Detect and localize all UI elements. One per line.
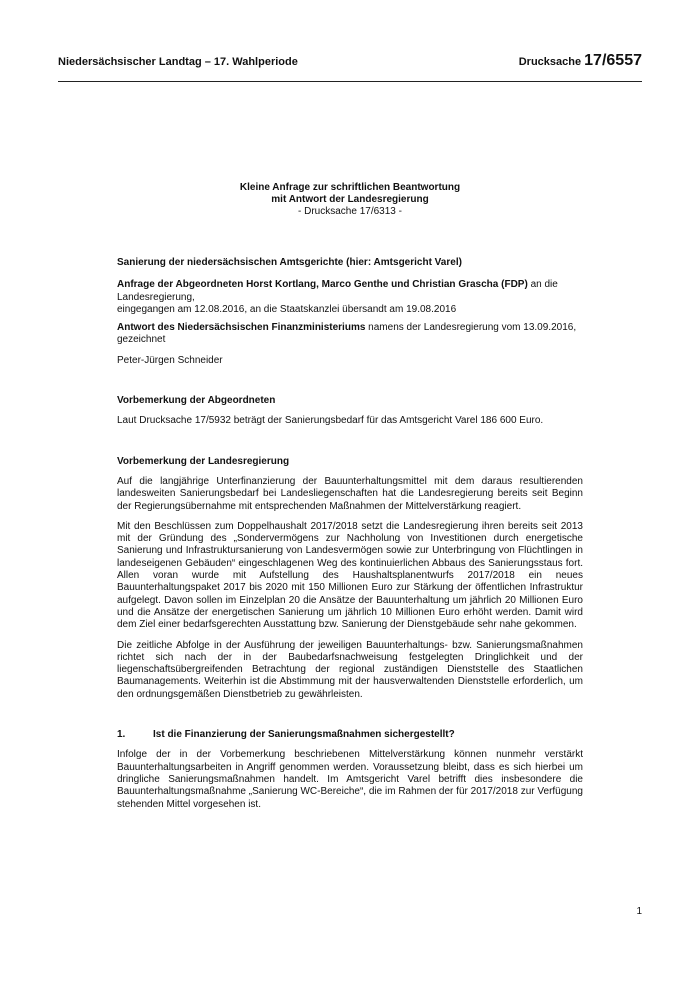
- question-1-text: Ist die Finanzierung der Sanierungsmaßnahmen sichergestellt?: [153, 729, 455, 741]
- title-block: [0, 182, 700, 218]
- title-line-2: mit Antwort der Landesregierung: [271, 194, 429, 205]
- answer-ministry: Antwort des Niedersächsischen Finanzministeriums: [117, 322, 366, 334]
- drucksache-number: 17/6557: [584, 52, 642, 69]
- prelim-deputies-heading: Vorbemerkung der Abgeordneten: [117, 395, 276, 407]
- question-1-answer: Infolge der in der Vorbemerkung beschriebenen Mittelverstärkung können nunmehr verstärkt Bauunterhaltungsarbeiten in Angriff genommen werden. Voraussetzung bleibt, dass es sich hierbei um dringliche Sanierungsmaßnahmen handelt. Im Amtsgericht Varel betrifft dies insbesondere die Bauunterhaltungsmaßnahme „Sanierung WC-Bereiche“, die im Rahmen der für 2017/2018 zur Verfügung stehenden Mittel vorgesehen ist.: [117, 749, 583, 810]
- prelim-government-p1: Auf die langjährige Unterfinanzierung der Bauunterhaltungsmittel mit dem daraus resultierenden landesweiten Sanierungsbedarf bei Landesliegenschaften hat die Landesregierung bereits seit Beginn der Regierungsübernahme mit entsprechenden Maßnahmen der Mittelverstärkung reagiert.: [117, 475, 583, 512]
- inquiry-dates: eingegangen am 12.08.2016, an die Staatskanzlei übersandt am 19.08.2016: [117, 303, 457, 315]
- prelim-government-p2: Mit den Beschlüssen zum Doppelhaushalt 2017/2018 setzt die Landesregierung ihren bereits seit 2013 mit der Gründung des „Sondervermögens zur Nachholung von Investitionen durch energetische Sanierung und Infrastruktursanierung von Landesvermögen sowie zur Unterbringung von Flüchtlingen in landeseigenen Gebäuden“ eingeschlagenen Weg des kontinuierlichen Abbaus des Sanierungsstaus fort. Allen voran wurde mit Aufstellung des Haushaltsplanentwurfs 2017/2018 ein neues Bauunterhaltungspaket 2017 bis 2020 mit 150 Millionen Euro zur Stärkung der öffentlichen Infrastruktur aufgelegt. Davon sollen im Einzelplan 20 die Ansätze der Bauunterhaltung um jährlich 20 Millionen Euro und die Ansätze der energetischen Sanierung um jährlich 10 Millionen Euro erhöht werden. Damit wird dem Ziel einer bedarfsgerechten Ausstattung bzw. Sanierung der Dienstgebäude sehr nahe gekommen.: [117, 520, 583, 631]
- prelim-government-p3: Die zeitliche Abfolge in der Ausführung der jeweiligen Bauunterhaltungs- bzw. Sanierungsmaßnahmen richtet sich nach der in der Baubedarfsnachweisung festgelegten Dringlichkeit und der liegenschaftsübergreifenden Betrachtung der regional zuständigen Dienststelle des Staatlichen Baumanagements. Weiterhin ist die Abstimmung mit der hausverwaltenden Dienststelle erforderlich, um den ordnungsgemäßen Dienstbetrieb zu gewährleisten.: [117, 639, 583, 700]
- question-1-number: 1.: [117, 729, 126, 741]
- inquiry-authors: Anfrage der Abgeordneten Horst Kortlang, Marco Genthe und Christian Grascha (FDP): [117, 279, 528, 291]
- document-body: [117, 257, 583, 811]
- page-number: 1: [636, 906, 642, 917]
- answer-signed: gezeichnet: [117, 334, 166, 346]
- signer-name: Peter-Jürgen Schneider: [117, 354, 223, 366]
- inquiry-paragraph: [117, 279, 583, 316]
- prelim-deputies-text: Laut Drucksache 17/5932 beträgt der Sanierungsbedarf für das Amtsgericht Varel 186 600 Euro.: [117, 415, 544, 427]
- drucksache-label: Drucksache: [518, 56, 582, 68]
- title-line-1: Kleine Anfrage zur schriftlichen Beantwortung: [239, 182, 461, 193]
- subject-heading: Sanierung der niedersächsischen Amtsgerichte (hier: Amtsgericht Varel): [117, 257, 462, 268]
- answer-paragraph: [117, 322, 583, 347]
- document-number: [519, 52, 642, 70]
- parliament-header: Niedersächsischer Landtag – 17. Wahlperiode: [58, 56, 298, 68]
- prelim-government-heading: Vorbemerkung der Landesregierung: [117, 455, 290, 467]
- answer-date: namens der Landesregierung vom 13.09.2016,: [365, 322, 577, 334]
- inquiry-recipient: an die Landesregierung,: [117, 279, 558, 303]
- header-rule: [58, 81, 642, 82]
- title-line-3: - Drucksache 17/6313 -: [298, 206, 402, 217]
- question-1-heading: [117, 729, 583, 741]
